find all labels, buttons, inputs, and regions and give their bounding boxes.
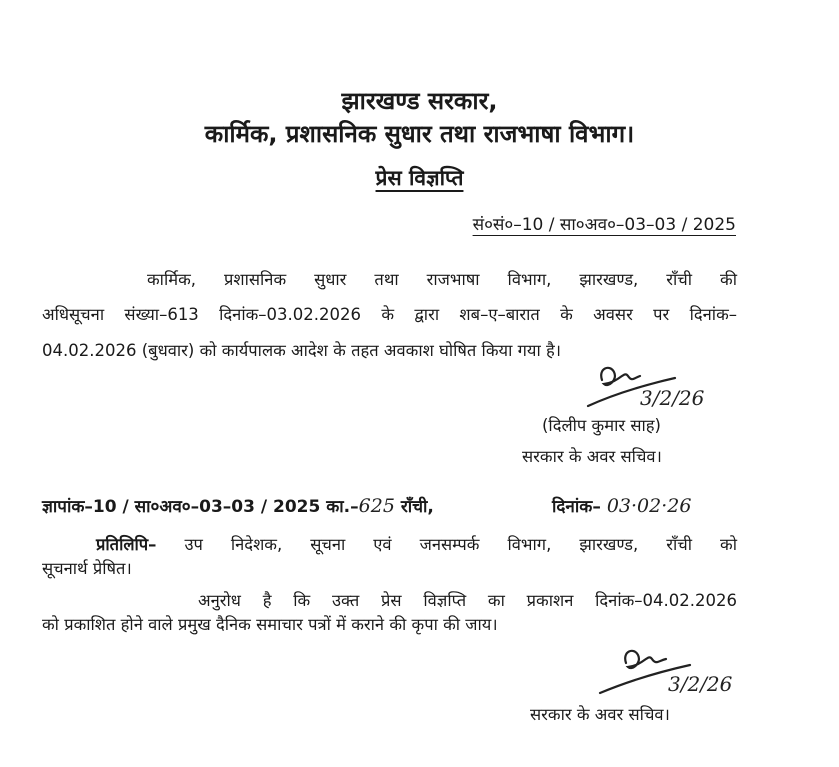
signatory-designation-2: सरकार के अवर सचिव। <box>530 705 670 724</box>
body-line-1: कार्मिक, प्रशासनिक सुधार तथा राजभाषा विभाग, झारखण्ड, राँची की <box>147 270 737 289</box>
copy-line-2: सूचनार्थ प्रेषित। <box>42 559 132 578</box>
reference-number: सं०सं०–10 / सा०अव०–03–03 / 2025 <box>472 215 736 235</box>
copy-label: प्रतिलिपि– <box>96 535 157 554</box>
body-line-2: अधिसूचना संख्या–613 दिनांक–03.02.2026 के द्वारा शब–ए–बारात के अवसर पर दिनांक– <box>42 305 737 324</box>
document-title-text: प्रेस विज्ञप्ति <box>375 166 464 190</box>
memo-date: दिनांक– 03·02·26 <box>552 495 692 517</box>
signatory-designation-1: सरकार के अवर सचिव। <box>522 447 662 466</box>
government-name: झारखण्ड सरकार, <box>341 87 498 115</box>
request-line-2: को प्रकाशित होने वाले प्रमुख दैनिक समाचार पत्रों में कराने की कृपा की जाय। <box>42 615 498 634</box>
body-line-3: 04.02.2026 (बुधवार) को कार्यपालक आदेश के तहत अवकाश घोषित किया गया है। <box>42 341 561 360</box>
copy-line-1: प्रतिलिपि– उप निदेशक, सूचना एवं जनसम्पर्क विभाग, झारखण्ड, राँची को <box>96 535 737 554</box>
signature-date-2: 3/2/26 <box>668 672 733 696</box>
memo-handwritten-number: 625 <box>358 495 395 517</box>
document-title <box>0 164 839 192</box>
department-name: कार्मिक, प्रशासनिक सुधार तथा राजभाषा विभाग। <box>204 120 635 148</box>
memo-handwritten-date: 03·02·26 <box>606 495 692 517</box>
request-line-1: अनुरोध है कि उक्त प्रेस विज्ञप्ति का प्रकाशन दिनांक–04.02.2026 <box>198 591 737 610</box>
signature-date-1: 3/2/26 <box>640 386 705 410</box>
signatory-name: (दिलीप कुमार साह) <box>542 416 661 435</box>
memo-reference: ज्ञापांक–10 / सा०अव०–03–03 / 2025 का.–625 राँची, <box>42 495 434 517</box>
